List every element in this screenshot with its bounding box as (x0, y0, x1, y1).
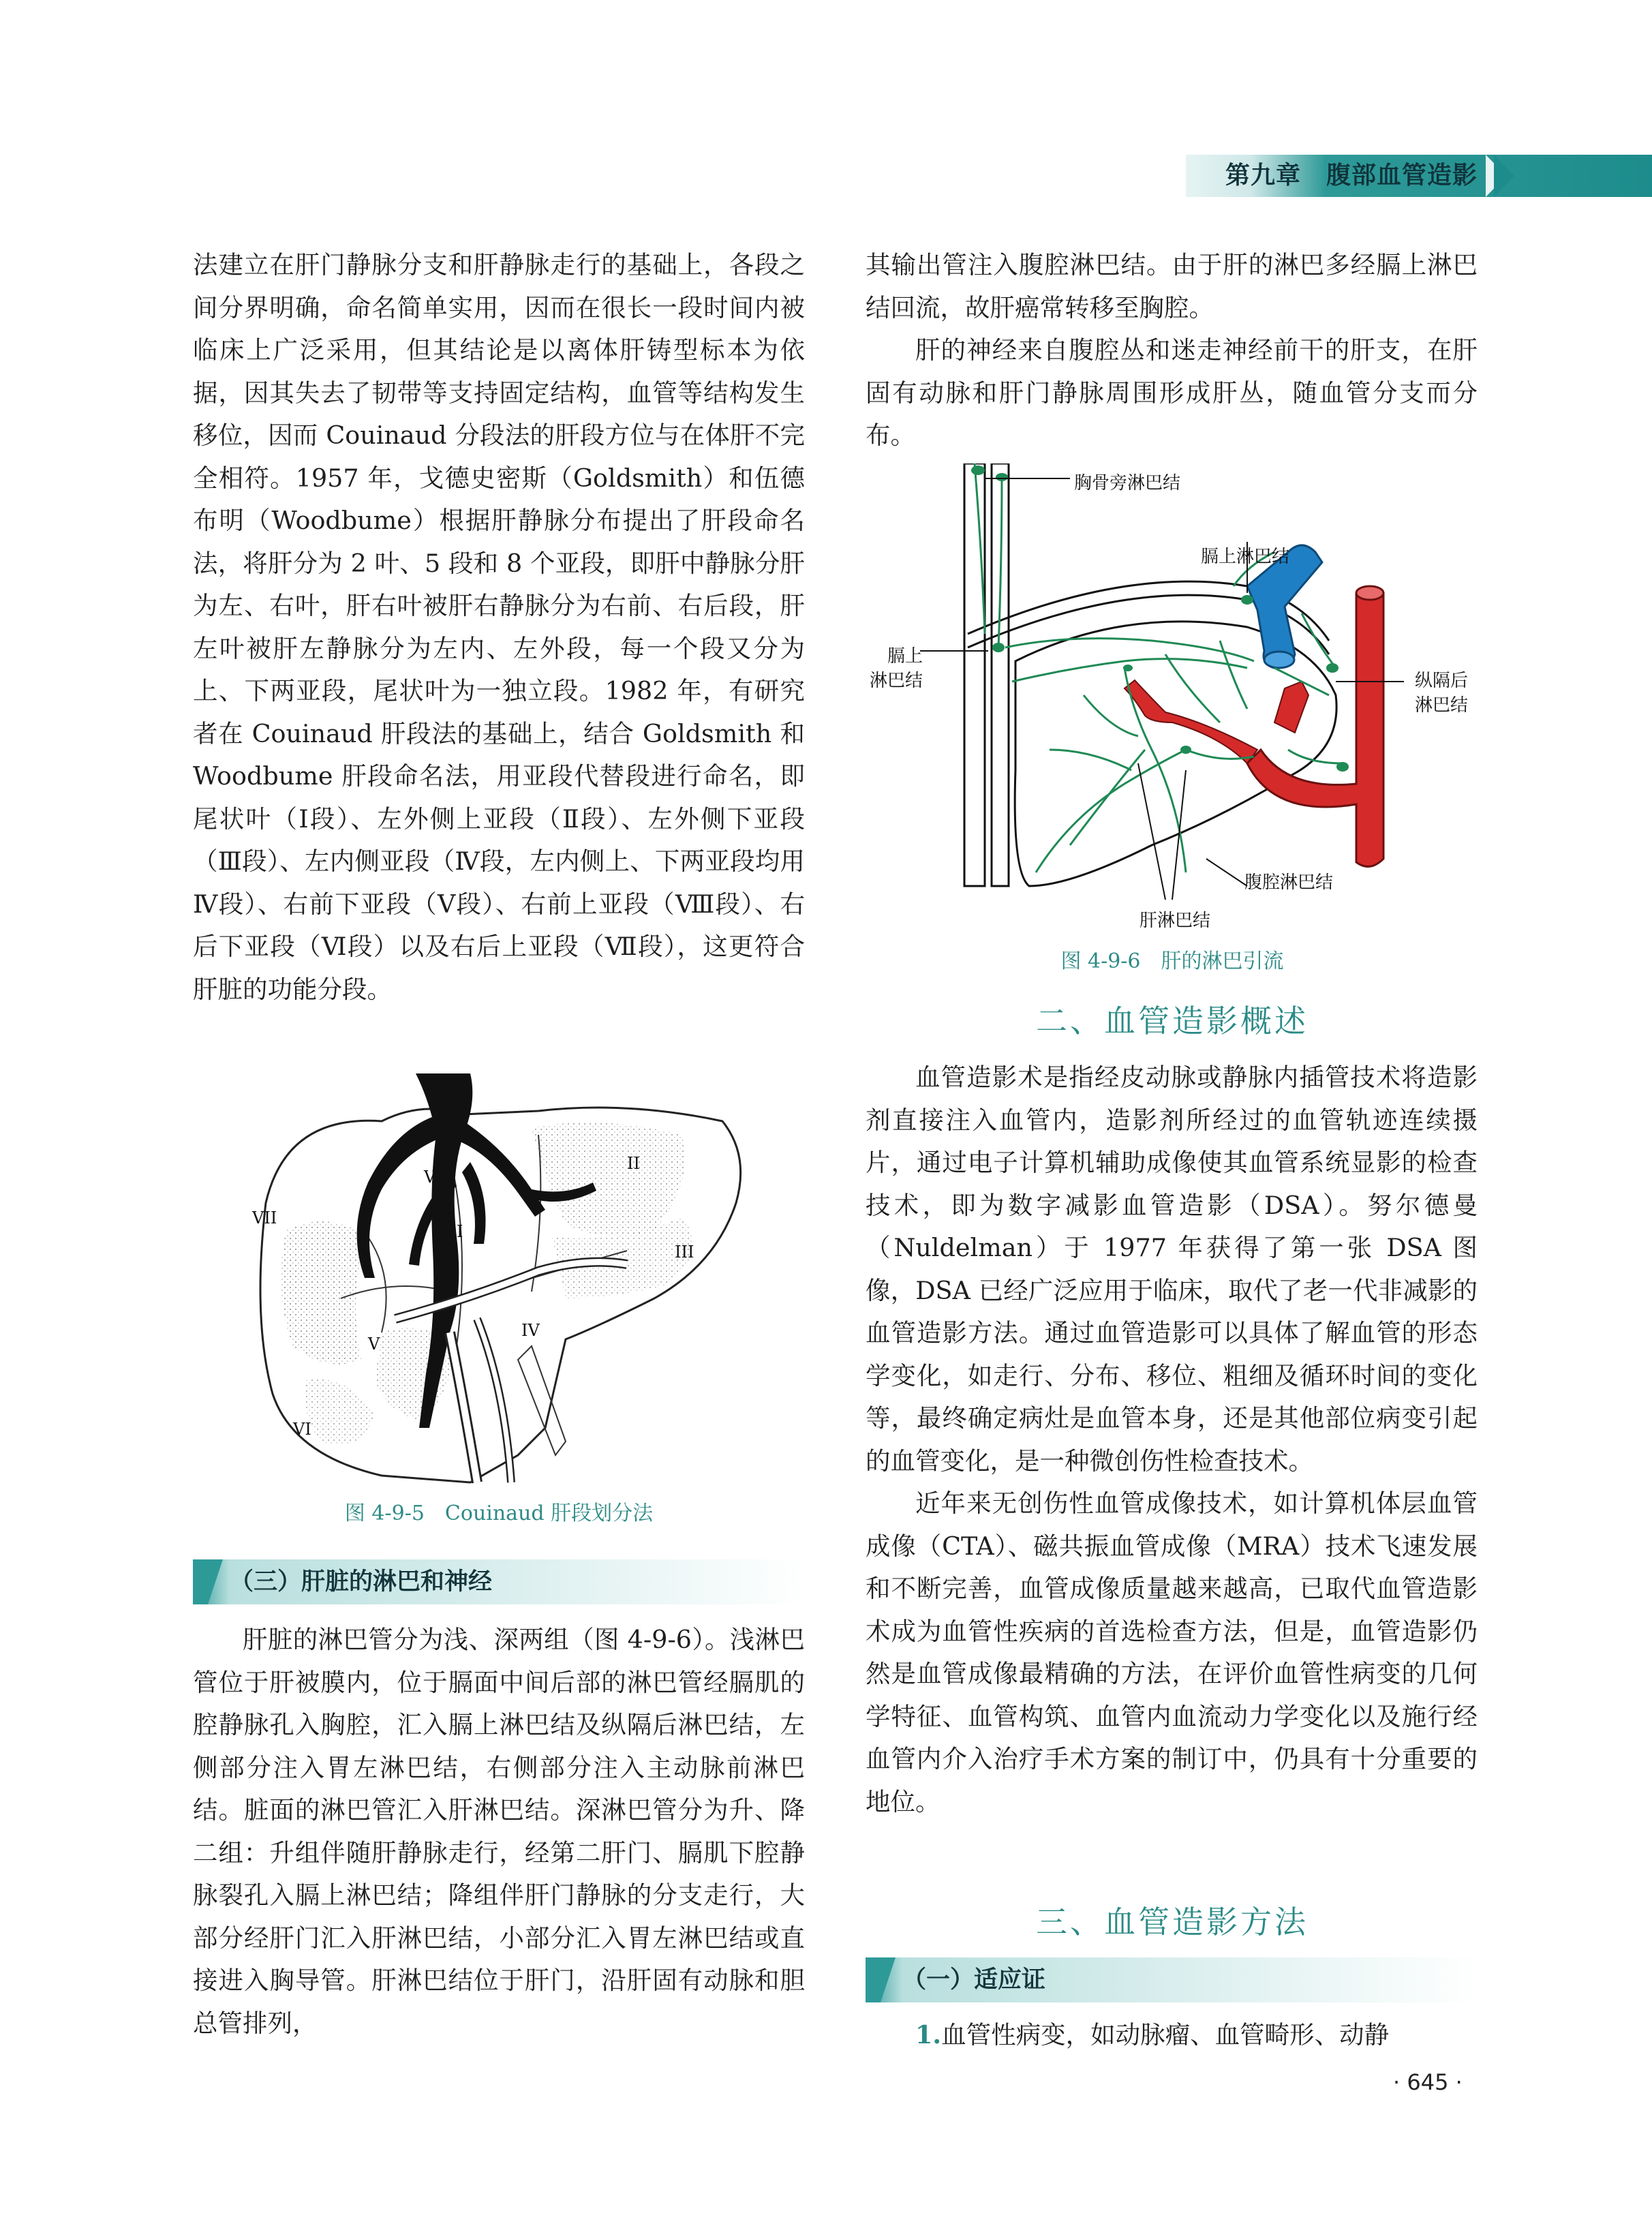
label-posterior-mediastinal-line2: 淋巴结 (1415, 695, 1469, 716)
subsection-title-indications (866, 1957, 1478, 2002)
subsection-title-lymph (193, 1559, 805, 1604)
label-posterior-mediastinal-line1: 纵隔后 (1415, 671, 1469, 691)
right-paragraph-4-text: 近年来无创伤性血管成像技术，如计算机体层血管成像（CTA）、磁共振血管成像（MRA）技术飞速发展和不断完善，血管成像质量越来越高，已取代血管造影术成为血管性疾病的首选检查方法，但是，血管造影仍然是血管成像最精确的方法，在评价血管性病变的几何学特征、血管构筑、血管内血流动力学变化以及施行经血管内介入治疗手术方案的制订中，仍具有十分重要的地位。 (866, 1489, 1478, 1816)
figure-caption-4-9-6: 图 4-9-6 肝的淋巴引流 (1060, 949, 1284, 973)
figure-liver-lymph-drainage (866, 463, 1479, 934)
label-celiac-nodes: 腹腔淋巴结 (1244, 872, 1334, 893)
segment-label-VI: VI (293, 1420, 311, 1439)
label-supra-left-line2: 淋巴结 (870, 671, 923, 691)
right-paragraph-3 (866, 1056, 1478, 1823)
segment-label-IV: IV (521, 1321, 540, 1340)
segment-label-V: V (368, 1335, 380, 1354)
left-paragraph-1-text: 法建立在肝门静脉分支和肝静脉走行的基础上，各段之间分界明确，命名简单实用，因而在很长一段时间内被临床上广泛采用，但其结论是以离体肝铸型标本为依据，因其失去了韧带等支持固定结构，血管等结构发生移位，因而 Couinaud 分段法的肝段方位与在体肝不完全相符。1957 年，戈德史密斯（Goldsmith）和伍德布明（Woodbume）根据肝静脉分布提出了肝段命名法，将肝分为 2 叶、5 段和 8 个亚段，即肝中静脉分肝为左、右叶，肝右叶被肝右静脉分为右前、右后段，肝左叶被肝左静脉分为左内、左外段，每一个段又分为上、下两亚段，尾状叶为一独立段。1982 年，有研究者在 Couinaud 肝段法的基础上，结合 Goldsmith 和 Woodbume 肝段命名法，用亚段代替段进行命名，即尾状叶（Ⅰ段）、左外侧上亚段（Ⅱ段）、左外侧下亚段（Ⅲ段）、左内侧亚段（Ⅳ段，左内侧上、下两亚段均用Ⅳ段）、右前下亚段（Ⅴ段）、右前上亚段（Ⅷ段）、右后下亚段（Ⅵ段）以及右后上亚段（Ⅶ段），这更符合肝脏的功能分段。 (193, 250, 805, 1004)
segment-label-III: III (675, 1242, 694, 1262)
segment-label-II: II (627, 1154, 640, 1173)
segment-label-VII: VII (252, 1208, 277, 1228)
right-paragraph-1 (866, 244, 1478, 457)
segment-label-VIII: VIII (424, 1168, 455, 1187)
left-paragraph-2 (193, 1619, 805, 2045)
left-paragraph-1 (193, 244, 805, 1011)
item-1-number: 1. (915, 2020, 942, 2049)
segment-label-I: I (457, 1222, 463, 1241)
label-parasternal-nodes: 胸骨旁淋巴结 (1074, 473, 1181, 493)
label-supra-left-line1: 膈上 (887, 646, 923, 667)
figure-caption-4-9-5: 图 4-9-5 Couinaud 肝段划分法 (344, 1501, 654, 1525)
section-title-angiography-methods: 三、血管造影方法 (1036, 1904, 1309, 1940)
label-hepatic-nodes: 肝淋巴结 (1139, 911, 1211, 931)
right-paragraph-1-text: 其输出管注入腹腔淋巴结。由于肝的淋巴多经膈上淋巴结回流，故肝癌常转移至胸腔。 (866, 250, 1478, 322)
right-item-1 (866, 2014, 1478, 2057)
item-1-text: 血管性病变，如动脉瘤、血管畸形、动静 (941, 2020, 1390, 2049)
subsection-title-indications-text: （一）适应证 (902, 1966, 1046, 1994)
subsection-title-lymph-text: （三）肝脏的淋巴和神经 (230, 1568, 493, 1596)
section-title-angiography-overview: 二、血管造影概述 (1036, 1003, 1309, 1039)
chapter-title: 第九章 腹部血管造影 (1225, 162, 1478, 189)
right-paragraph-3-text: 血管造影术是指经皮动脉或静脉内插管技术将造影剂直接注入血管内，造影剂所经过的血管轨迹连续摄片，通过电子计算机辅助成像使其血管系统显影的检查技术，即为数字减影血管造影（DSA）。努尔德曼（Nuldelman）于 1977 年获得了第一张 DSA 图像，DSA 已经广泛应用于临床，取代了老一代非减影的血管造影方法。通过血管造影可以具体了解血管的形态学变化，如走行、分布、移位、粗细及循环时间的变化等，最终确定病灶是血管本身，还是其他部位病变引起的血管变化，是一种微创伤性检查技术。 (866, 1063, 1478, 1476)
label-supradiaphragmatic-nodes: 膈上淋巴结 (1201, 547, 1290, 567)
right-paragraph-2-text: 肝的神经来自腹腔丛和迷走神经前干的肝支，在肝固有动脉和肝门静脉周围形成肝丛，随血管分支而分布。 (866, 335, 1478, 450)
page-number: · 645 · (1393, 2069, 1463, 2095)
left-paragraph-2-text: 肝脏的淋巴管分为浅、深两组（图 4-9-6）。浅淋巴管位于肝被膜内，位于膈面中间后部的淋巴管经膈肌的腔静脉孔入胸腔，汇入膈上淋巴结及纵隔后淋巴结，左侧部分注入胃左淋巴结，右侧部分注入主动脉前淋巴结。脏面的淋巴管汇入肝淋巴结。深淋巴管分为升、降二组：升组伴随肝静脉走行，经第二肝门、膈肌下腔静脉裂孔入膈上淋巴结；降组伴肝门静脉的分支走行，大部分经肝门汇入肝淋巴结，小部分汇入胃左淋巴结或直接进入胸导管。肝淋巴结位于肝门，沿肝固有动脉和胆总管排列， (193, 1625, 805, 2038)
figure-couinaud-segments (245, 1073, 770, 1493)
